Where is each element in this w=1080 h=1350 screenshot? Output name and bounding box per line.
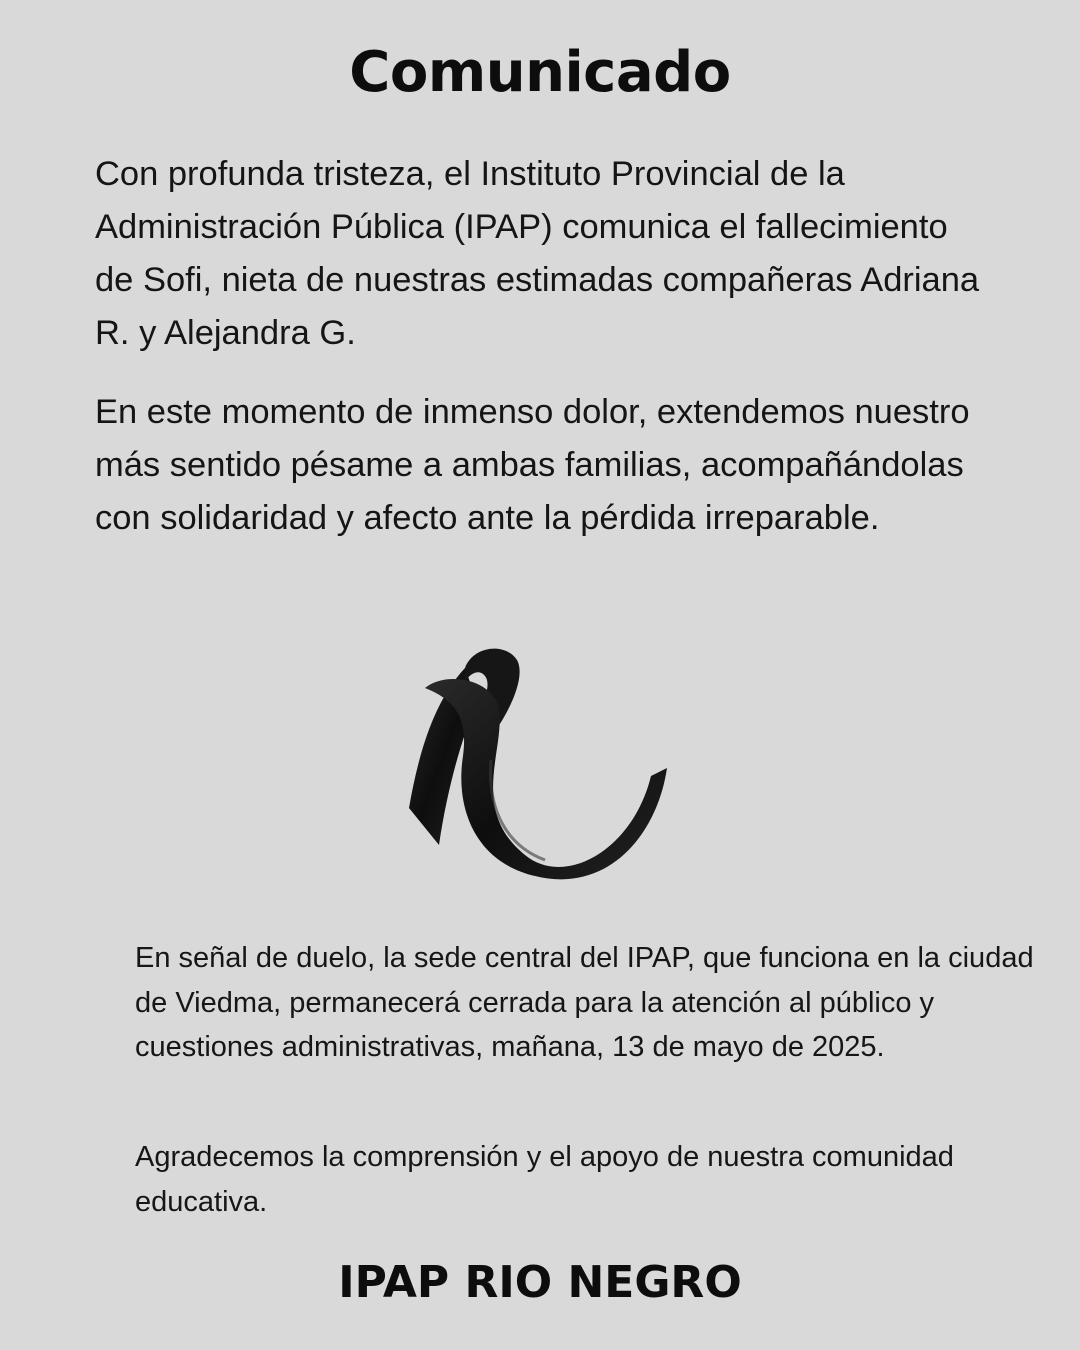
thanks-text: Agradecemos la comprensión y el apoyo de nuestra comunidad educativa. [135,1141,954,1218]
announcement-paragraph [95,148,995,360]
closure-notice-paragraph [135,936,1035,1070]
closure-notice-text: En señal de duelo, la sede central del IPAP, que funciona en la ciudad de Viedma, permanecerá cerrada para la atención al público y cuestiones administrativas, mañana, 13 de mayo de 2025. [135,942,1034,1063]
thanks-paragraph [135,1135,1035,1224]
signature: IPAP RIO NEGRO [338,1257,742,1308]
mourning-ribbon-icon [395,640,685,890]
condolence-paragraph [95,386,995,545]
page-title: Comunicado [349,40,731,105]
announcement-text: Con profunda tristeza, el Instituto Provincial de la Administración Pública (IPAP) comunica el fallecimiento de Sofi, nieta de nuestras estimadas compañeras Adriana R. y Alejandra G. [95,155,980,352]
condolence-text: En este momento de inmenso dolor, extendemos nuestro más sentido pésame a ambas familias, acompañándolas con solidaridad y afecto ante la pérdida irreparable. [95,393,970,537]
